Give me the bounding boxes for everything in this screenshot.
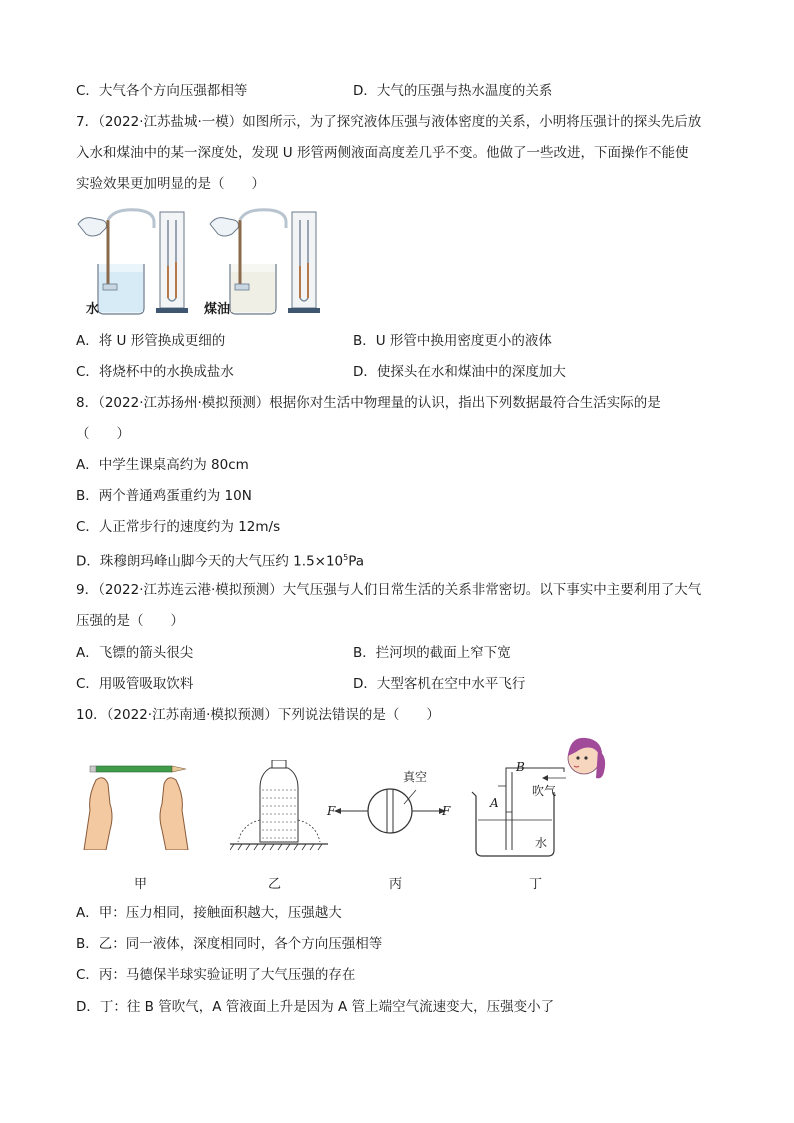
q10-caption-bing: 丙 (389, 877, 403, 892)
q10-label-F-left: F (327, 804, 336, 818)
q10-stem: 10．（2022·江苏南通·模拟预测）下列说法错误的是（ ） (76, 707, 440, 723)
q6-option-c: C．大气各个方向压强都相等 (76, 83, 248, 99)
q10-label-B: B (516, 760, 525, 774)
girl-icon (568, 738, 605, 779)
q9-stem-line-1: 9．（2022·江苏连云港·模拟预测）大气压强与人们日常生活的关系非常密切。以下事实中主要利用了大气 (76, 582, 702, 598)
q10-label-A: A (490, 796, 499, 810)
q7-option-c: C．将烧杯中的水换成盐水 (76, 364, 234, 380)
q10-option-a: A．甲：压力相同，接触面积越大，压强越大 (76, 905, 342, 921)
q10-label-F-right: F (442, 804, 451, 818)
q7-label-kerosene: 煤油 (204, 302, 231, 317)
q8-option-c: C．人正常步行的速度约为 12m/s (76, 519, 281, 535)
q6-option-d: D．大气的压强与热水温度的关系 (353, 83, 553, 99)
q7-label-water: 水 (86, 302, 100, 317)
q10-figure-jia-pencil (76, 760, 196, 850)
q10-caption-ding: 丁 (529, 877, 543, 892)
q9-stem-line-2: 压强的是（ ） (76, 613, 184, 629)
q10-label-water: 水 (535, 836, 548, 850)
q9-option-a: A．飞镖的箭头很尖 (76, 645, 194, 661)
q8-option-b: B．两个普通鸡蛋重约为 10N (76, 488, 252, 504)
q10-caption-jia: 甲 (134, 877, 148, 892)
q7-stem-line-2: 入水和煤油中的某一深度处，发现 U 形管两侧液面高度差几乎不变。他做了一些改进，下面操作不能使 (76, 145, 689, 161)
q9-option-b: B．拦河坝的截面上窄下宽 (353, 645, 511, 661)
q7-option-d: D．使探头在水和煤油中的深度加大 (353, 364, 566, 380)
q7-option-b: B．U 形管中换用密度更小的液体 (353, 333, 552, 349)
q9-option-d: D．大型客机在空中水平飞行 (353, 676, 526, 692)
q7-option-a: A．将 U 形管换成更细的 (76, 333, 226, 349)
q10-option-c: C．丙：马德保半球实验证明了大气压强的存在 (76, 967, 356, 983)
q8-option-d: D．珠穆朗玛峰山脚今天的大气压约 $1.5\times 10^5Pa$ (76, 553, 365, 570)
q10-caption-yi: 乙 (268, 877, 282, 892)
q10-figure-yi-bottle (230, 760, 330, 855)
q10-label-vacuum: 真空 (403, 770, 428, 784)
q7-pressure-gauge-figure (76, 206, 326, 318)
q10-option-b: B．乙：同一液体，深度相同时，各个方向压强相等 (76, 936, 383, 952)
q8-stem-line-2: （ ） (76, 426, 130, 442)
q10-option-d: D．丁：往 B 管吹气，A 管液面上升是因为 A 管上端空气流速变大，压强变小了 (76, 999, 555, 1015)
q8-stem-line-1: 8．（2022·江苏扬州·模拟预测）根据你对生活中物理量的认识，指出下列数据最符合生活实际的是 (76, 395, 661, 411)
q10-label-blow: 吹气 (532, 784, 557, 798)
q7-stem-line-1: 7．（2022·江苏盐城·一模）如图所示，为了探究液体压强与液体密度的关系，小明将压强计的探头先后放 (76, 114, 702, 130)
q8-option-a: A．中学生课桌高约为 80cm (76, 457, 249, 473)
q9-option-c: C．用吸管吸取饮料 (76, 676, 194, 692)
q7-stem-line-3: 实验效果更加明显的是（ ） (76, 176, 265, 192)
